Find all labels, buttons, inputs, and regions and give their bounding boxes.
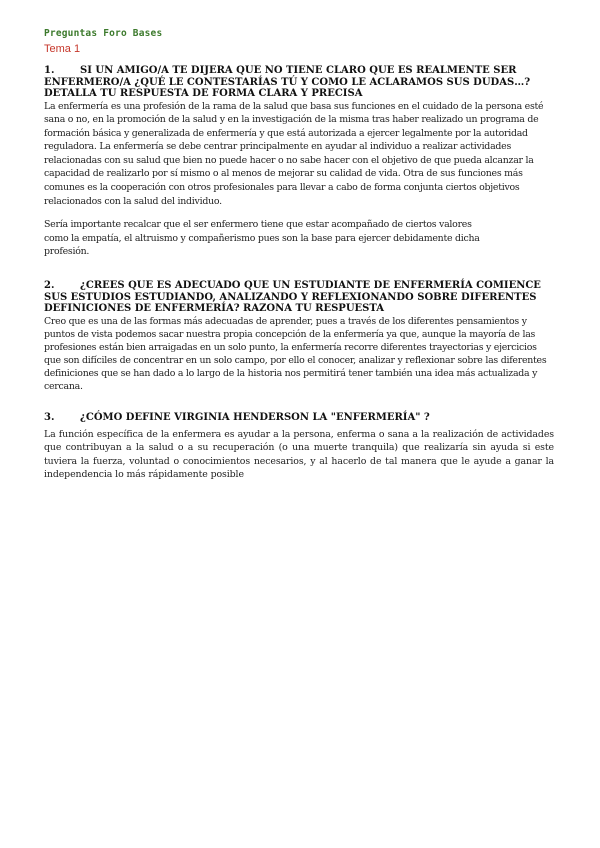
question-2-section: [44, 280, 554, 393]
question-1-answer-paragraph-1: La enfermería es una profesión de la rama de la salud que basa sus funciones en el cuidado de la persona esté sana o no, en la promoción de la salud y en la investigación de la misma tras haber realizado un programa de formación básica y generalizada de enfermería y que está autorizada a ejercer legalmente por la autoridad reguladora. La enfermería se debe centrar principalmente en ayudar al individuo a realizar actividades relacionadas con su salud que bien no puede hacer o no sabe hacer con el objetivo de que pueda alcanzar la capacidad de realizarlo por sí mismo o al menos de mejorar su calidad de vida. Otra de sus funciones más comunes es la cooperación con otros profesionales para llevar a cabo de forma conjunta ciertos objetivos relacionados con la salud del individuo.: [44, 100, 544, 207]
question-3-answer-paragraph: La función específica de la enfermera es ayudar a la persona, enferma o sana a la realización de actividades que contribuyan a la salud o a su recuperación (o una muerte tranquila) que realizaría sin ayuda si este tuviera la fuerza, voluntad o conocimientos necesarios, y al hacerlo de tal manera que le ayude a ganar la independencia lo más rápidamente posible: [44, 428, 554, 481]
question-3-number: 3.: [44, 412, 55, 423]
question-2-heading: [44, 280, 554, 315]
question-1-text: SI UN AMIGO/A TE DIJERA QUE NO TIENE CLARO QUE ES REALMENTE SER ENFERMERO/A ¿QUÉ LE CONTESTARÍAS TÚ Y COMO LE ACLARAMOS SUS DUDAS…? DETALLA TU RESPUESTA DE FORMA CLARA Y PRECISA: [44, 65, 531, 99]
question-1-heading: [44, 65, 554, 100]
question-2-number: 2.: [44, 280, 55, 291]
question-3-text: ¿CÓMO DEFINE VIRGINIA HENDERSON LA "ENFERMERÍA" ?: [80, 412, 430, 423]
question-1-number: 1.: [44, 65, 55, 76]
document-title: Preguntas Foro Bases: [44, 28, 163, 39]
question-1-answer-paragraph-2: Sería importante recalcar que el ser enfermero tiene que estar acompañado de ciertos valores como la empatía, el altruismo y compañerismo pues son la base para ejercer debidamente dicha profesión.: [44, 219, 480, 258]
question-2-text: ¿CREES QUE ES ADECUADO QUE UN ESTUDIANTE DE ENFERMERÍA COMIENCE SUS ESTUDIOS ESTUDIANDO, ANALIZANDO Y REFLEXIONANDO SOBRE DIFERENTES DEFINICIONES DE ENFERMERÍA? RAZONA TU RESPUESTA: [44, 280, 541, 314]
question-2-answer-paragraph: Creo que es una de las formas más adecuadas de aprender, pues a través de los diferentes pensamientos y puntos de vista podemos sacar nuestra propia concepción de la enfermería ya que, aunque la mayoría de las profesiones están bien arraigadas en un solo punto, la enfermería recorre diferentes trayectorias y ejercicios que son difíciles de concentrar en un solo campo, por ello el conocer, analizar y reflexionar sobre las diferentes definiciones que se han dado a lo largo de la historia nos permitirá tener también una idea más actualizada y cercana.: [44, 315, 547, 392]
topic-label: Tema 1: [44, 43, 81, 55]
question-3-heading: [44, 412, 554, 424]
question-3-section: [44, 412, 554, 482]
question-1-section: [44, 65, 554, 259]
